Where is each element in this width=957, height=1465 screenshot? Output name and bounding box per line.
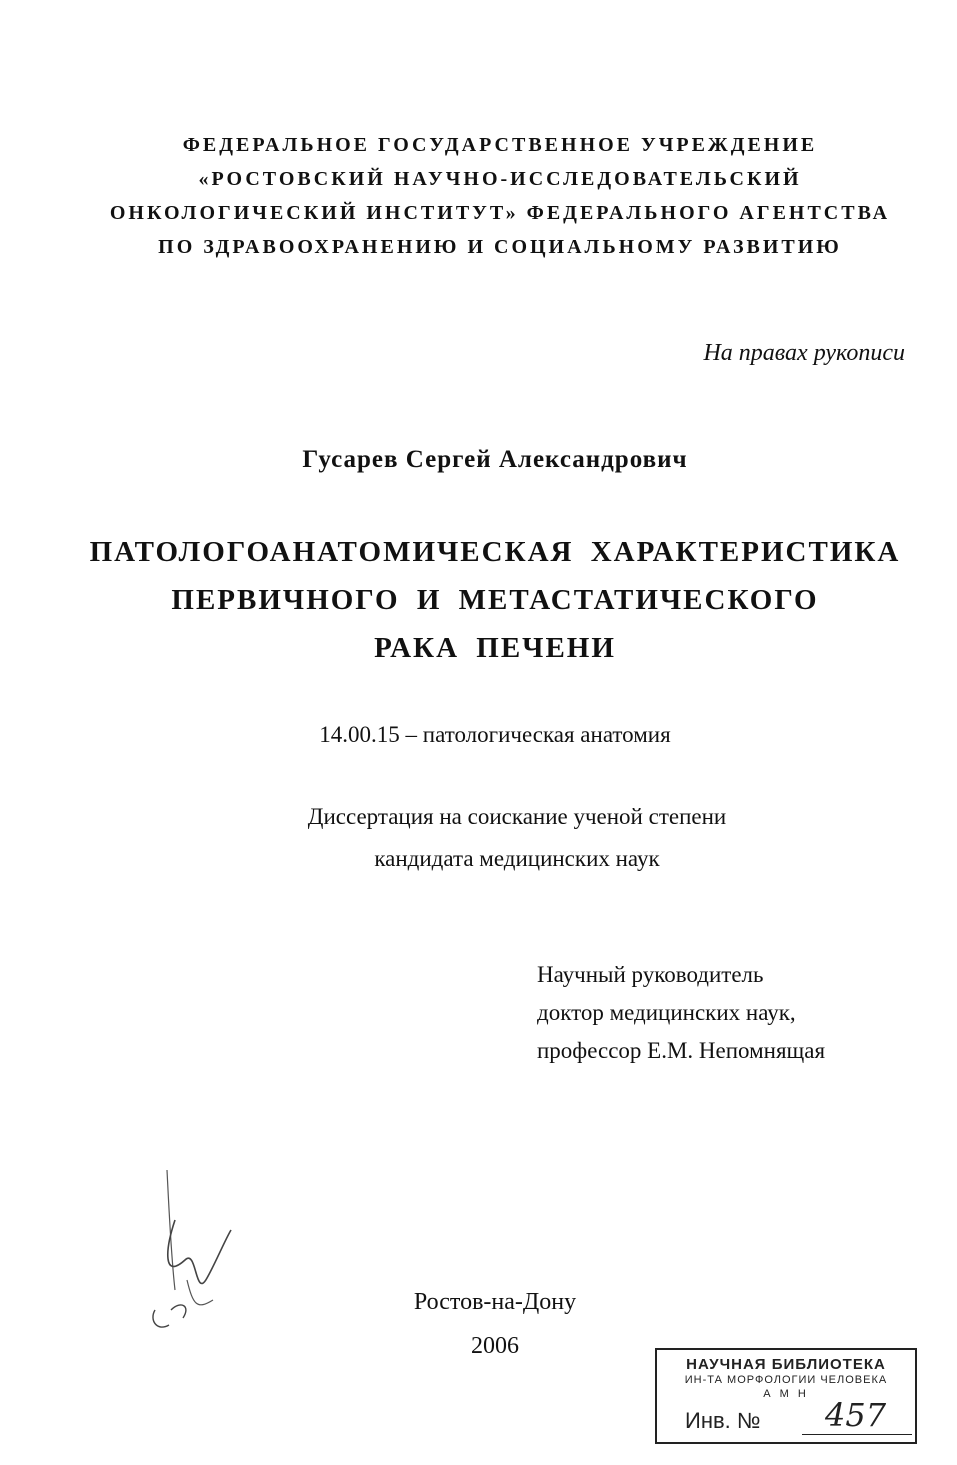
title-line: ПАТОЛОГОАНАТОМИЧЕСКАЯ ХАРАКТЕРИСТИКА	[89, 536, 901, 568]
stamp-line: НАУЧНАЯ БИБЛИОТЕКА	[686, 1356, 886, 1373]
degree-line: Диссертация на соискание ученой степени	[307, 804, 727, 829]
stamp-line: ИН-ТА МОРФОЛОГИИ ЧЕЛОВЕКА	[684, 1374, 888, 1386]
manuscript-rights-note: На правах рукописи	[703, 340, 905, 366]
author-name: Гусарев Сергей Александрович	[302, 446, 688, 473]
institution-line: ОНКОЛОГИЧЕСКИЙ ИНСТИТУТ» ФЕДЕРАЛЬНОГО АГЕНТСТВА	[109, 202, 891, 224]
degree-statement	[0, 796, 957, 880]
stamp-underline	[802, 1434, 912, 1435]
institution-line: «РОСТОВСКИЙ НАУЧНО-ИССЛЕДОВАТЕЛЬСКИЙ	[198, 168, 802, 190]
dissertation-title	[40, 528, 950, 672]
supervisor-line: профессор Е.М. Непомнящая	[537, 1038, 826, 1063]
stamp-inventory-number: 457	[825, 1396, 887, 1434]
title-line: РАКА ПЕЧЕНИ	[374, 632, 616, 664]
supervisor-line: доктор медицинских наук,	[537, 1000, 796, 1025]
stamp-inventory-label: Инв. №	[685, 1408, 761, 1433]
institution-line: ПО ЗДРАВООХРАНЕНИЮ И СОЦИАЛЬНОМУ РАЗВИТИЮ	[158, 236, 842, 258]
stamp-line: А М Н	[763, 1388, 809, 1400]
year: 2006	[471, 1333, 519, 1359]
specialty-code: 14.00.15 – патологическая анатомия	[319, 722, 671, 747]
title-line: ПЕРВИЧНОГО И МЕТАСТАТИЧЕСКОГО	[171, 584, 819, 616]
supervisor-line: Научный руководитель	[537, 962, 764, 987]
degree-line: кандидата медицинских наук	[374, 846, 660, 871]
library-stamp	[655, 1348, 917, 1444]
city: Ростов-на-Дону	[413, 1289, 577, 1315]
institution-line: ФЕДЕРАЛЬНОЕ ГОСУДАРСТВЕННОЕ УЧРЕЖДЕНИЕ	[182, 134, 818, 156]
supervisor-block	[537, 956, 825, 1070]
institution-block	[60, 128, 940, 264]
